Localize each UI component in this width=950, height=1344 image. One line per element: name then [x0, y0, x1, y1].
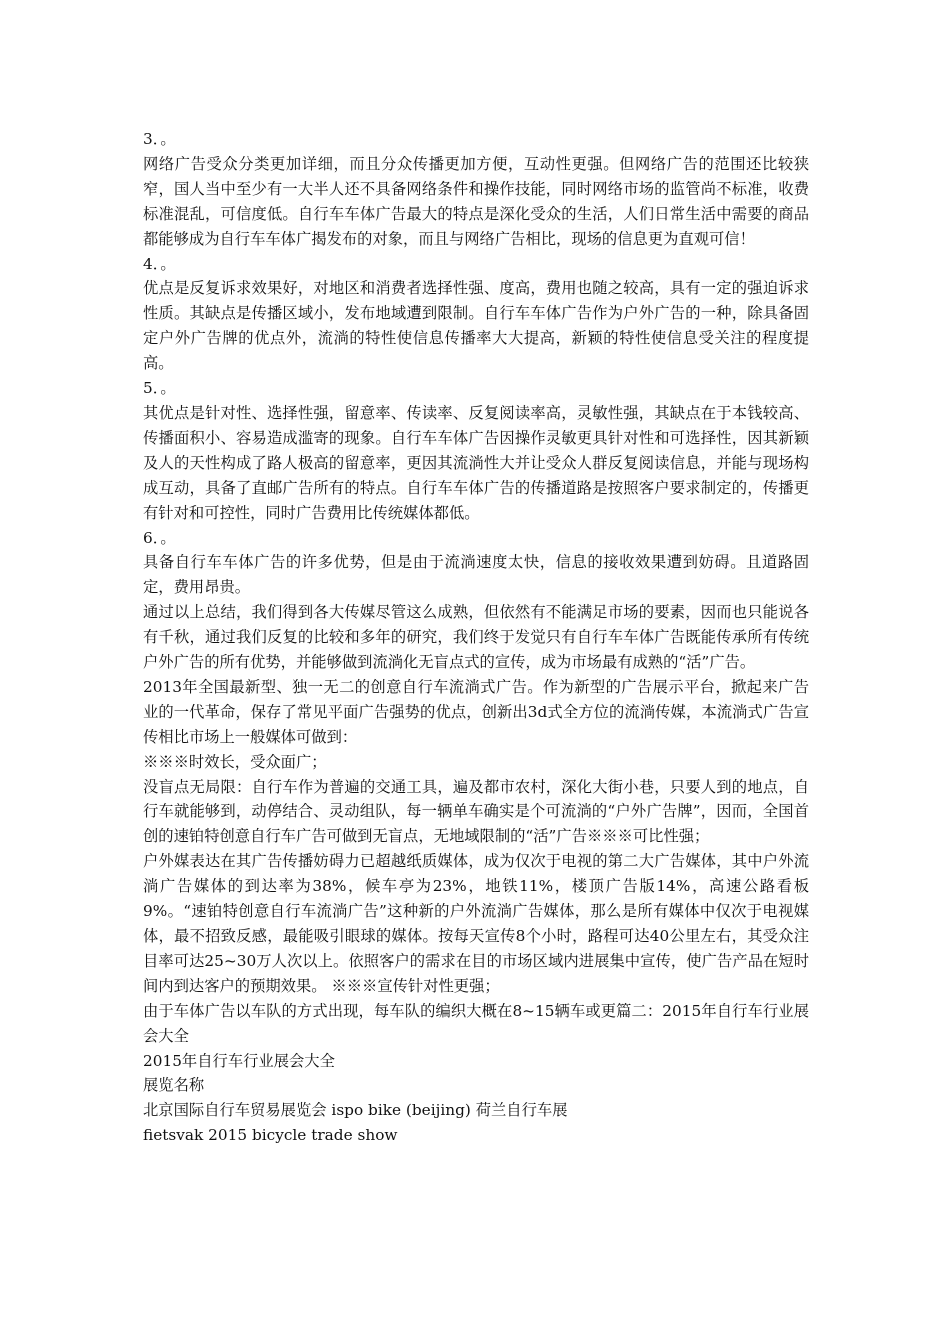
paragraph-no-blind-spots: 没盲点无局限：自行车作为普遍的交通工具，遍及都市农村，深化大街小巷，只要人到的地点，自行车就能够到，动停结合、灵动组队，每一辆单车确实是个可流淌的“户外广告牌”，因而，全国首创的速铂特创意自行车广告可做到无盲点，无地域限制的“活”广告※※※可比性强；: [143, 777, 809, 846]
paragraph-2013-bicycle-ads: 2013年全国最新型、独一无二的创意自行车流淌式广告。作为新型的广告展示平台，掀起来广告业的一代革命，保存了常见平面广告强势的优点，创新出3d式全方位的流淌传媒，本流淌式广告宣传相比市场上一般媒体可做到：: [143, 677, 809, 746]
label-exhibition-name: 展览名称: [143, 1076, 205, 1095]
paragraph-outdoor-media-influence: 户外媒表达在其广告传播妨碍力已超越纸质媒体，成为仅次于电视的第二大广告媒体，其中户外流淌广告媒体的到达率为38%，候车亭为23%，地铁11%，楼顶广告版14%，高速公路看板9%。“速铂特创意自行车流淌广告”这种新的户外流淌广告媒体，那么是所有媒体中仅次于电视媒体，最不招致反感，最能吸引眼球的媒体。按每天宣传8个小时，路程可达40公里左右，其受众注目率可达25~30万人次以上。依照客户的需求在目的市场区域内进展集中宣传，使广告产品在短时间内到达客户的预期效果。 ※※※宣传针对性更强；: [143, 852, 809, 995]
paragraph-fleet-formation: 由于车体广告以车队的方式出现，每车队的编织大概在8~15辆车或更篇二：2015年自行车行业展会大全: [143, 1001, 809, 1045]
paragraph-online-ads: 网络广告受众分类更加详细，而且分众传播更加方便，互动性更强。但网络广告的范围还比较狭窄，国人当中至少有一大半人还不具备网络条件和操作技能，同时网络市场的监管尚不标准，收费标准混乱，可信度低。自行车车体广告最大的特点是深化受众的生活，人们日常生活中需要的商品都能够成为自行车车体广揭发布的对象，而且与网络广告相比，现场的信息更为直观可信！: [143, 154, 809, 248]
section-number-6: 6．。: [143, 528, 176, 547]
document-page: [143, 127, 809, 1148]
section-number-5: 5．。: [143, 379, 176, 398]
point-long-duration: ※※※时效长，受众面广；: [143, 752, 327, 771]
section-number-3: 3．。: [143, 130, 176, 148]
paragraph-vehicle-ads: 具备自行车车体广告的许多优势，但是由于流淌速度太快，信息的接收效果遭到妨碍。且道路固定，费用昂贵。: [143, 553, 809, 597]
paragraph-outdoor-ads: 优点是反复诉求效果好，对地区和消费者选择性强、度高，费用也随之较高，具有一定的强迫诉求性质。其缺点是传播区域小，发布地域遭到限制。自行车车体广告作为户外广告的一种，除具备固定户外广告牌的优点外，流淌的特性使信息传播率大大提高，新颖的特性使信息受关注的程度提高。: [143, 279, 809, 373]
paragraph-summary: 通过以上总结，我们得到各大传媒尽管这么成熟，但依然有不能满足市场的要素，因而也只能说各有千秋，通过我们反复的比较和多年的研究，我们终于发觉只有自行车车体广告既能传承所有传统户外广告的所有优势，并能够做到流淌化无盲点式的宣传，成为市场最有成熟的“活”广告。: [143, 603, 809, 672]
exhibition-fietsvak: fietsvak 2015 bicycle trade show: [143, 1126, 398, 1145]
paragraph-direct-mail-ads: 其优点是针对性、选择性强，留意率、传读率、反复阅读率高，灵敏性强，其缺点在于本钱较高、传播面积小、容易造成滥寄的现象。自行车车体广告因操作灵敏更具针对性和可选择性，因其新颖及人的天性构成了路人极高的留意率，更因其流淌性大并让受众人群反复阅读信息，并能与现场构成互动，具备了直邮广告所有的特点。自行车车体广告的传播道路是按照客户要求制定的，传播更有针对和可控性，同时广告费用比传统媒体都低。: [143, 403, 809, 522]
section-number-4: 4．。: [143, 254, 176, 273]
heading-2015-exhibitions: 2015年自行车行业展会大全: [143, 1051, 335, 1070]
exhibition-beijing-ispo: 北京国际自行车贸易展览会 ispo bike (beijing) 荷兰自行车展: [143, 1101, 568, 1120]
